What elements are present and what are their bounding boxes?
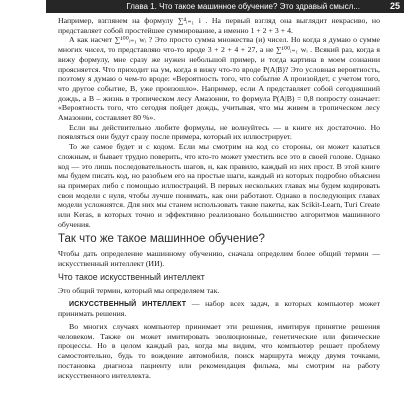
running-head-title: Глава 1. Что такое машинное обучение? Это здравый смысл... [126, 2, 360, 11]
definition-ai [58, 299, 380, 319]
definition-term: ИСКУССТВЕННЫЙ ИНТЕЛЛЕКТ [69, 300, 187, 308]
section-heading: Так что же такое машинное обучение? [58, 233, 265, 246]
paragraph-code: То же самое будет и с кодом. Если мы смотрим на код со стороны, он может казаться сложным, и бывает трудно поверить, что кто-то может уместить все это в своей голове. Однако код — это лишь последовательность шагов, и, как правило, каждый из них прост. В этой книге мы будем писать код, но разобьем его на простые шаги, каждый из которых подробно объяснен на примерах либо с помощью иллюстраций. В первых нескольких главах мы будем кодировать свои модели с нуля, чтобы лучше понимать, как они работают. Однако в последующих главах модели усложнятся. Для них мы станем использовать такие пакеты, как Scikit-Learn, Turi Create или Keras, в которых точно и эффективно реализовано большинство алгоритмов машинного обучения. [58, 142, 380, 229]
paragraph-formula-sum: Например, взглянем на формулу ∑⁴ᵢ₌₁ i . На первый взгляд она выглядит некрасиво, но представляет собой простейшее суммирование, а именно 1 + 2 + 3 + 4. [58, 16, 380, 35]
paragraph-formula-examples: А как насчет ∑¹⁰⁰ᵢ₌₁ wᵢ ? Это просто сумма множества (и) чисел. Но когда я думаю о сумме многих чисел, то представляю что-то вроде 3 + 2 + 4 + 27, а не ∑¹⁰⁰ᵢ₌₁ wᵢ . Всякий раз, когда я вижу формулу, мне сразу же нужен небольшой пример, и тогда картина в моем сознании проясняется. Что приходит на ум, когда я вижу что-то вроде P(A|B)? Это условная вероятность, поэтому я думаю о чем-то вроде: «Вероятность того, что событие A произойдет, с учетом того, что другое событие, B, уже произошло». Например, если A представляет собой сегодняшний дождь, а B – жизнь в тропическом лесу Амазонии, то формула P(A|B) = 0,8 попросту означает: «Вероятность того, что сегодня пойдет дождь, учитывая, что мы живем в тропическом лесу Амазонии, составляет 80 %». [58, 35, 380, 123]
definition-text: — набор всех задач, в которых компьютер может принимать решения. [58, 298, 381, 319]
paragraph-term-intro: Это общий термин, который мы определяем так. [58, 285, 220, 295]
page-number: 25 [389, 1, 400, 11]
paragraph-formulas-note: Если вы действительно любите формулы, не волнуйтесь — в книге их достаточно. Но появляться они будут сразу после примера, который их иллюстрирует. [58, 122, 380, 142]
running-head [0, 0, 420, 13]
page-body [58, 16, 380, 380]
paragraph-ai-decisions: Во многих случаях компьютер принимает эти решения, имитируя принятие решения человеком. Также он может имитировать эволюционные, генетические или физические процессы. Но в целом каждый раз, когда мы видим, что компьютер решает проблему самостоятельно, будь то вождение автомобиля, поиск маршрута между двумя точками, постановка диагноза пациенту или рекомендация фильма, мы смотрим на работу искусственного интеллекта. [58, 321, 380, 380]
paragraph-ml-definition-intro: Чтобы дать определение машинному обучению, сначала определим более общий термин — искусственный интеллект (ИИ). [58, 249, 380, 269]
subsection-heading: Что такое искусственный интеллект [58, 271, 205, 282]
